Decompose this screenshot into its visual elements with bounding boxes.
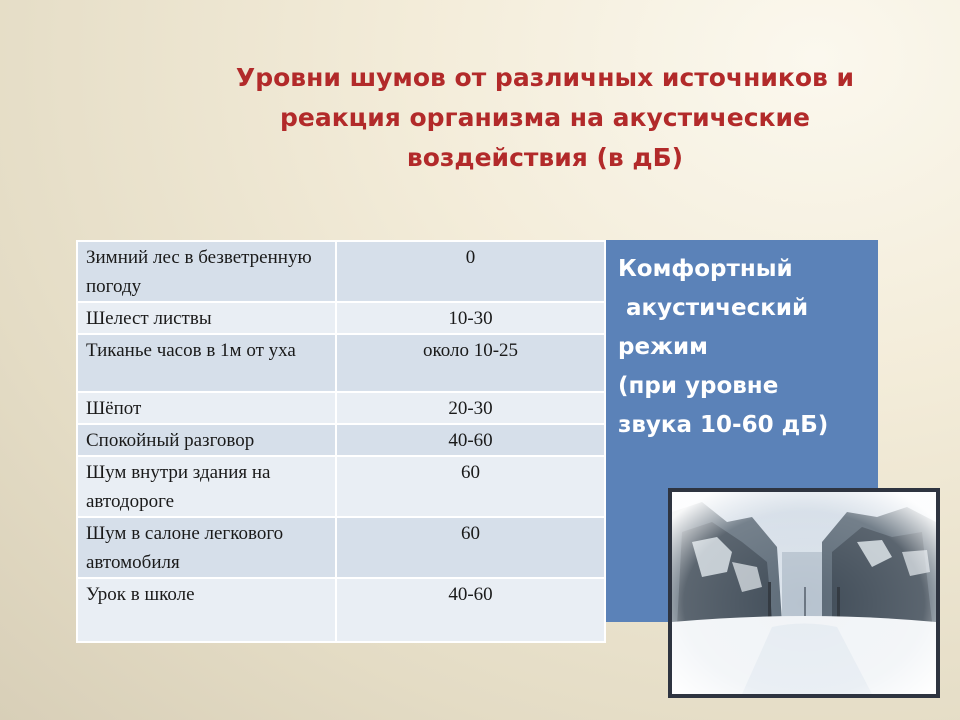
table-row — [77, 392, 605, 424]
source-cell: Шум в салоне легкового автомобиля — [77, 517, 336, 578]
title-line-1: Уровни шумов от различных источников и — [235, 63, 855, 92]
table-row — [77, 517, 605, 578]
title-line-2: реакция организма на акустические — [279, 103, 810, 132]
title-line-3: воздействия (в дБ) — [406, 143, 684, 172]
level-cell: 60 — [336, 517, 605, 578]
level-cell: 40-60 — [336, 578, 605, 642]
table-row — [77, 302, 605, 334]
table-row — [77, 578, 605, 642]
comfort-line-1: Комфортный — [618, 256, 793, 282]
table-row — [77, 456, 605, 517]
source-cell: Урок в школе — [77, 578, 336, 642]
level-cell: 10-30 — [336, 302, 605, 334]
source-cell: Зимний лес в безветренную погоду — [77, 241, 336, 302]
source-cell: Спокойный разговор — [77, 424, 336, 456]
comfort-line-3: режим — [618, 334, 708, 360]
level-cell: 60 — [336, 456, 605, 517]
winter-forest-photo — [668, 488, 940, 698]
level-cell: 20-30 — [336, 392, 605, 424]
winter-forest-image — [672, 492, 936, 694]
slide-title — [190, 58, 900, 178]
level-cell: 40-60 — [336, 424, 605, 456]
comfort-line-5: звука 10-60 дБ) — [618, 412, 829, 438]
table-row — [77, 334, 605, 392]
source-cell: Тиканье часов в 1м от уха — [77, 334, 336, 392]
level-cell: 0 — [336, 241, 605, 302]
comfort-line-2: акустический — [618, 295, 809, 321]
source-cell: Шелест листвы — [77, 302, 336, 334]
table-row — [77, 424, 605, 456]
table-row — [77, 241, 605, 302]
noise-levels-table — [76, 240, 606, 643]
source-cell: Шёпот — [77, 392, 336, 424]
source-cell: Шум внутри здания на автодороге — [77, 456, 336, 517]
level-cell: около 10-25 — [336, 334, 605, 392]
comfort-line-4: (при уровне — [618, 373, 779, 399]
